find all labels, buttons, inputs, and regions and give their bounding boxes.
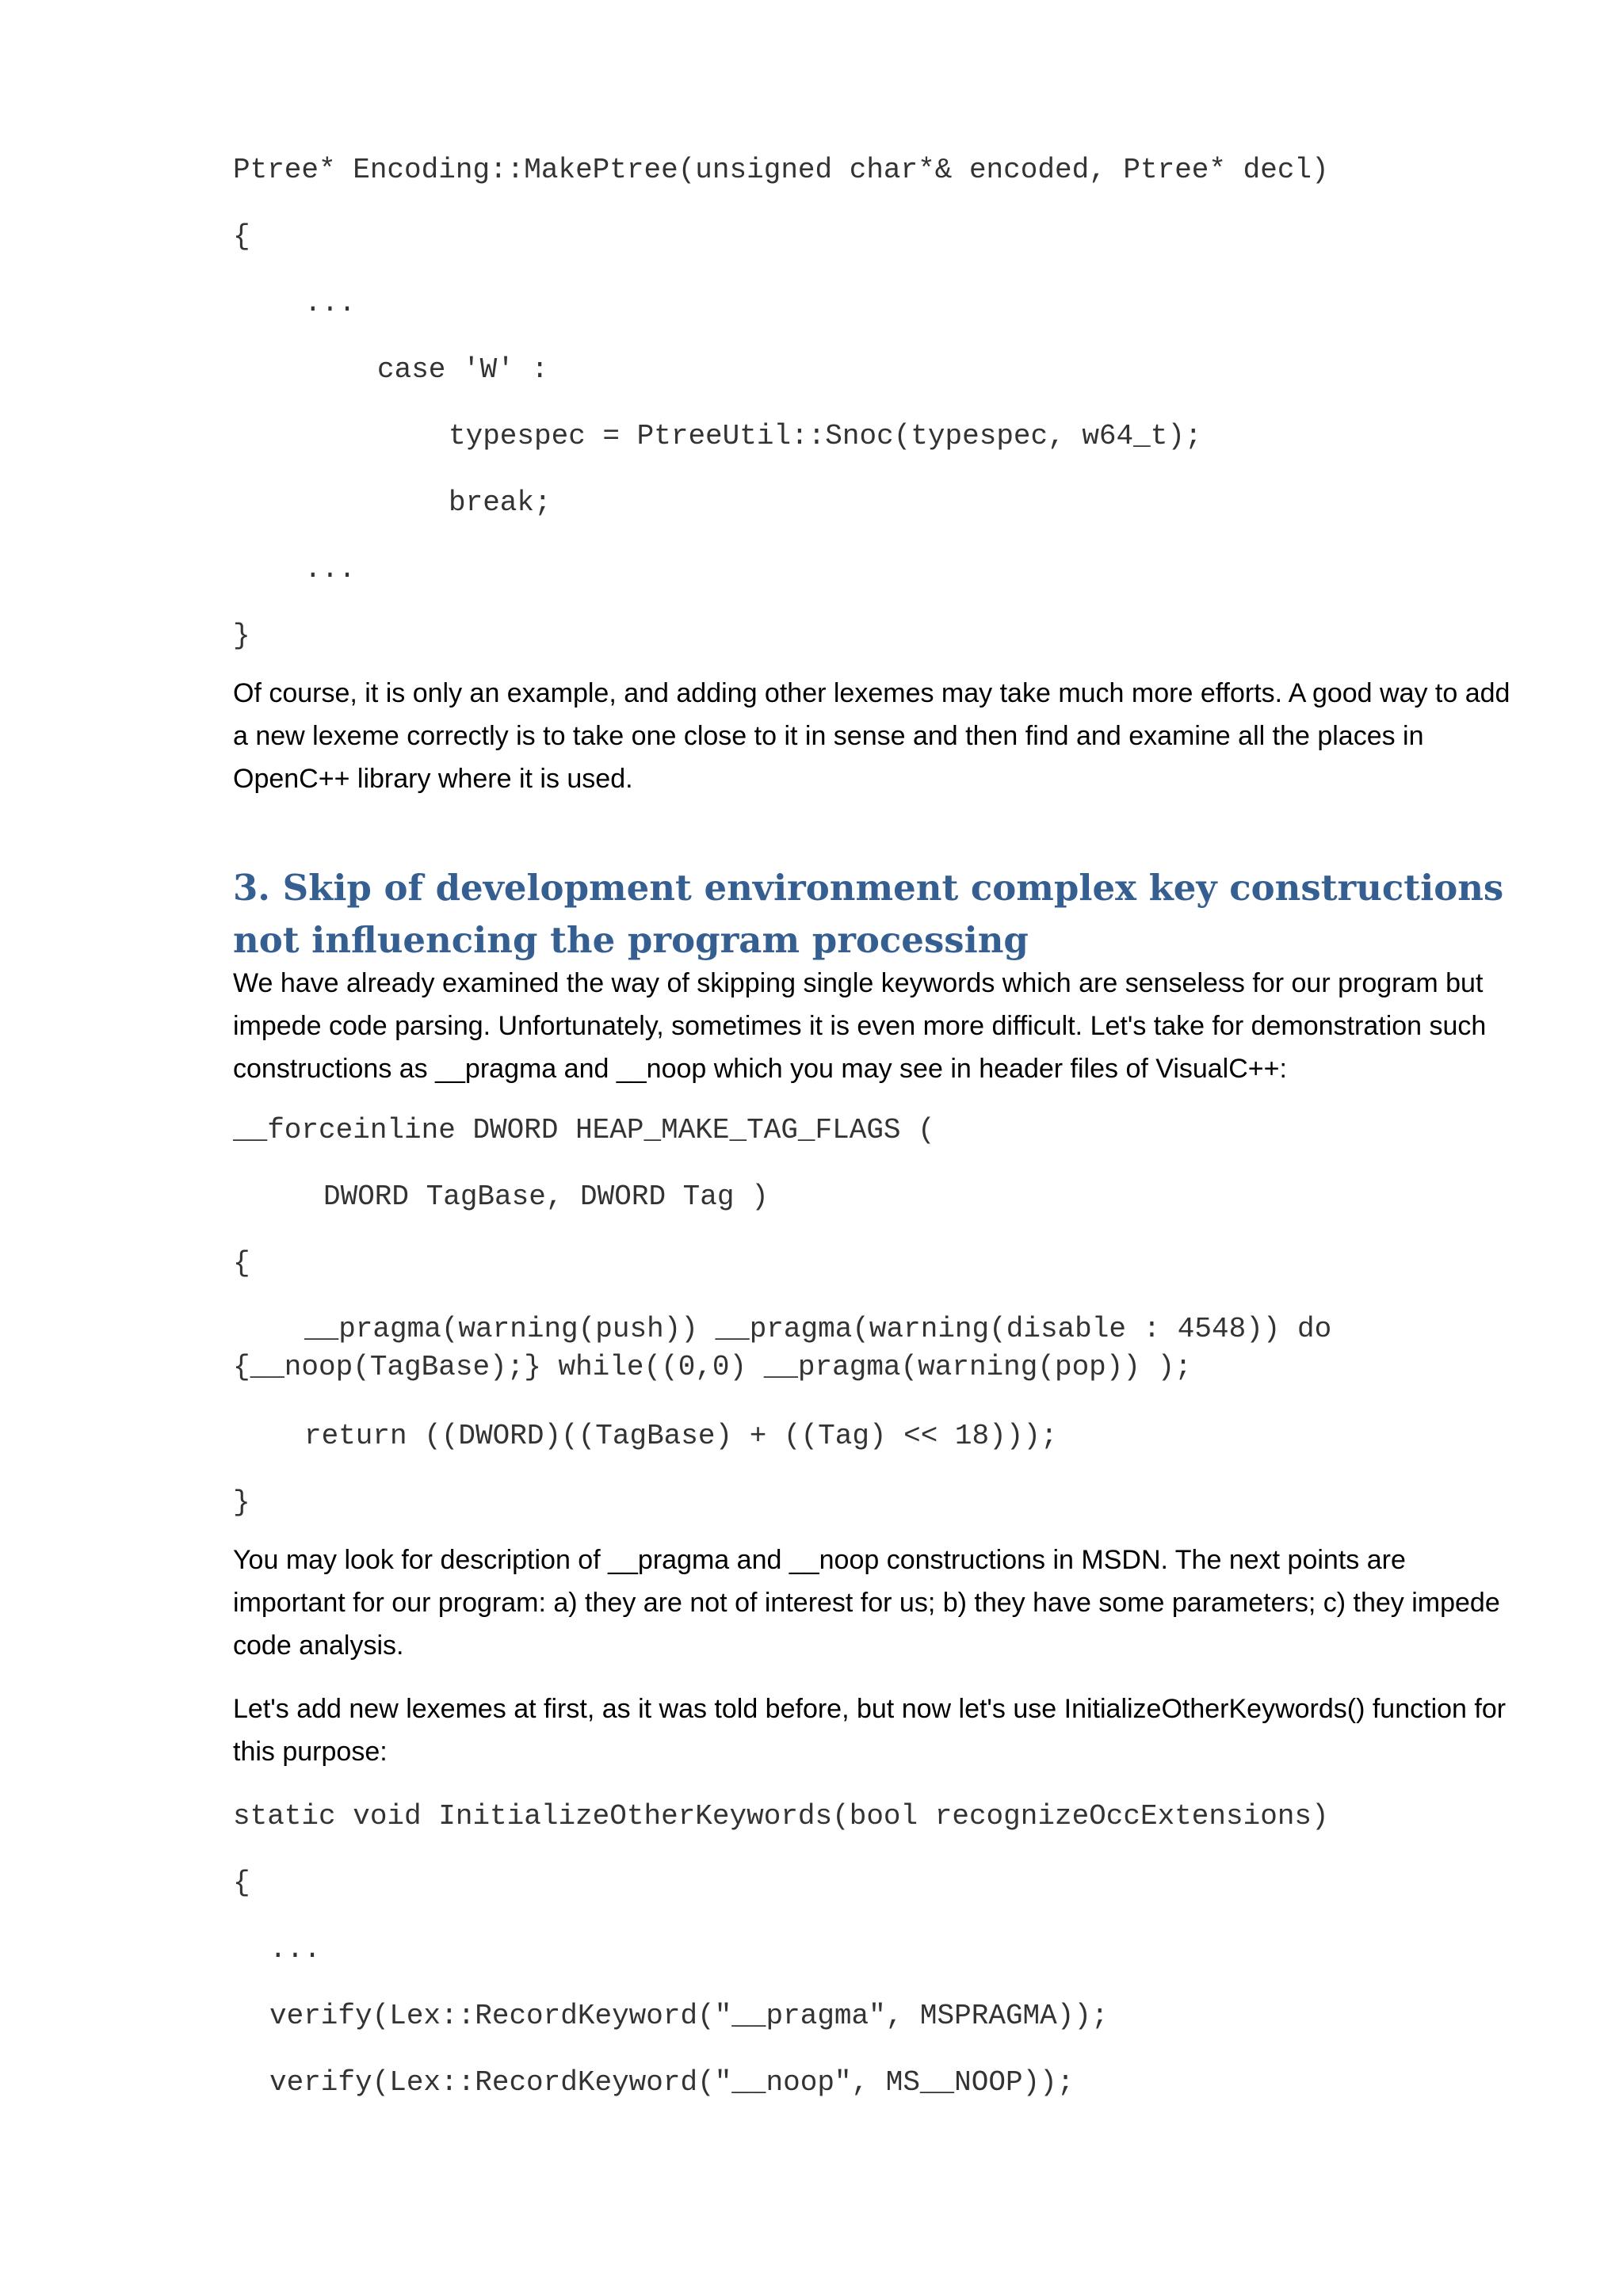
code-line: return ((DWORD)((TagBase) + ((Tag) << 18))); [304, 1420, 1058, 1452]
code-line: break; [449, 486, 552, 519]
code-line-part: __pragma(warning(push)) __pragma(warning(disable : 4548)) do [304, 1313, 1332, 1345]
body-paragraph: Of course, it is only an example, and adding other lexemes may take much more efforts. A good way to add a new lexeme correctly is to take one close to it in sense and then find and examine all the places in OpenC++ library where it is used. [233, 678, 1510, 794]
code-line: __forceinline DWORD HEAP_MAKE_TAG_FLAGS ( [233, 1114, 935, 1146]
body-paragraph: You may look for description of __pragma and __noop constructions in MSDN. The next points are important for our program: a) they are not of interest for us; b) they have some parameters; c) they impede code analysis. [233, 1545, 1500, 1661]
section-heading: 3. Skip of development environment complex key constructions not influencing the program processing [233, 867, 1504, 961]
code-line: DWORD TagBase, DWORD Tag ) [323, 1180, 769, 1213]
code-line: { [233, 1867, 250, 1899]
code-line: static void InitializeOtherKeywords(bool recognizeOccExtensions) [233, 1800, 1329, 1833]
code-line: verify(Lex::RecordKeyword("__pragma", MSPRAGMA)); [269, 2000, 1109, 2032]
code-line [233, 1310, 1517, 1417]
code-line: Ptree* Encoding::MakePtree(unsigned char*& encoded, Ptree* decl) [233, 154, 1329, 186]
code-line: verify(Lex::RecordKeyword("__noop", MS__NOOP)); [269, 2066, 1075, 2099]
code-line: ... [269, 1933, 321, 1966]
code-line: } [233, 1486, 250, 1519]
document-page [233, 151, 1517, 2130]
code-line: typespec = PtreeUtil::Snoc(typespec, w64_t); [449, 420, 1202, 452]
code-line: case 'W' : [377, 353, 549, 386]
body-paragraph: Let's add new lexemes at first, as it was told before, but now let's use InitializeOtherKeywords() function for this purpose: [233, 1694, 1507, 1767]
code-line: { [233, 220, 250, 253]
code-line-part: {__noop(TagBase);} while((0,0) __pragma(warning(pop)) ); [233, 1351, 1192, 1383]
body-paragraph: We have already examined the way of skipping single keywords which are senseless for our program but impede code parsing. Unfortunately, sometimes it is even more difficult. Let's take for demonstration such constructions as __pragma and __noop which you may see in header files of VisualC++: [233, 968, 1487, 1084]
code-line: ... [304, 287, 356, 319]
code-line: { [233, 1247, 250, 1280]
code-line: ... [304, 553, 356, 585]
code-line: } [233, 620, 250, 652]
